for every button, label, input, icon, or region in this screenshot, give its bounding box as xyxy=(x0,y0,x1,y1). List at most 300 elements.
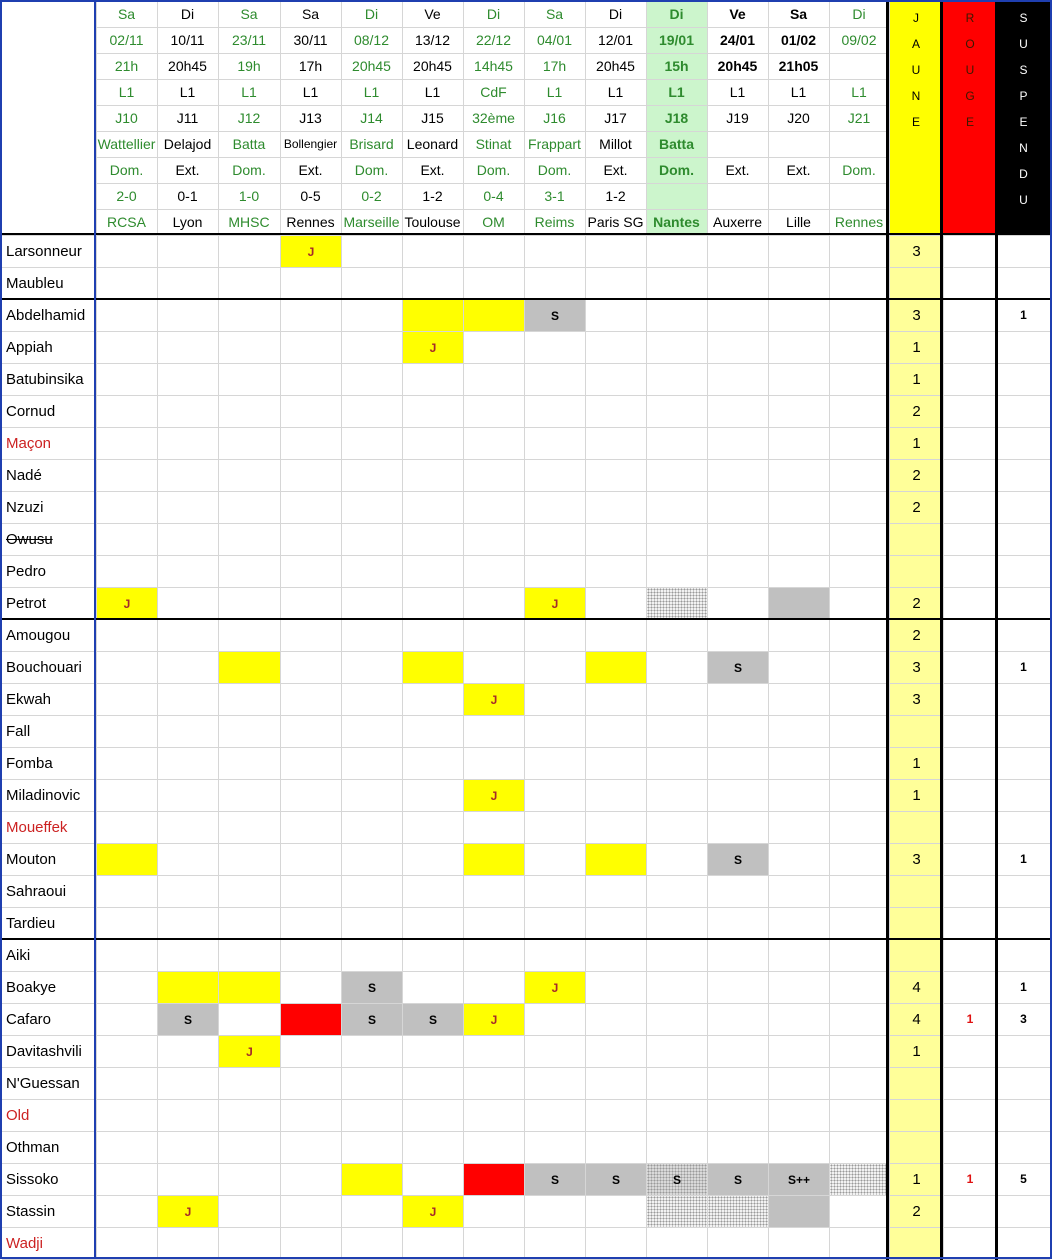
header-date-cell: 13/12 xyxy=(414,32,451,48)
player-name: Nzuzi xyxy=(6,498,44,516)
suspension-count xyxy=(997,939,1050,971)
yellow-card-count: 2 xyxy=(890,395,943,427)
suspension-count: 1 xyxy=(1020,980,1027,994)
header-venue-cell: Dom. xyxy=(646,157,707,183)
match-card-cell: S++ xyxy=(769,1164,829,1195)
header-referee-cell xyxy=(829,131,889,157)
header-score-cell xyxy=(646,183,707,209)
yellow-card-count xyxy=(890,1067,943,1099)
grid-line xyxy=(96,27,889,28)
suspension-count xyxy=(997,1195,1050,1227)
player-name: Davitashvili xyxy=(6,1042,82,1060)
player-name: Mouton xyxy=(6,850,57,868)
red-card-count xyxy=(943,1035,997,1067)
header-time-cell: 14h45 xyxy=(474,58,513,74)
group-separator xyxy=(0,298,1052,300)
suspension-count xyxy=(997,715,1050,747)
yellow-card-count xyxy=(890,939,943,971)
red-card-count xyxy=(943,1099,997,1131)
header-referee-cell: Batta xyxy=(646,131,707,157)
header-score-cell xyxy=(829,183,889,209)
match-card-cell xyxy=(342,1164,402,1195)
red-card-count xyxy=(943,523,997,555)
yellow-card-count: 2 xyxy=(890,491,943,523)
yellow-card-count: 2 xyxy=(890,587,943,619)
header-time-cell: 20h45 xyxy=(352,58,391,74)
suspended-total-header-letter: S xyxy=(1019,63,1028,77)
yellow-card-count: 1 xyxy=(890,1035,943,1067)
suspension-count xyxy=(997,619,1050,651)
yellow-card-count xyxy=(890,267,943,299)
header-venue-cell: Ext. xyxy=(175,162,200,178)
suspension-count xyxy=(997,1227,1050,1259)
red-card-count xyxy=(943,779,997,811)
red-total-header-letter: G xyxy=(965,89,975,103)
header-referee-cell: Millot xyxy=(599,136,632,152)
header-date-cell: 10/11 xyxy=(170,32,205,48)
header-date-cell: 12/01 xyxy=(597,32,634,48)
player-name: Othman xyxy=(6,1138,60,1156)
player-name: Maubleu xyxy=(6,274,64,292)
match-card-cell: J xyxy=(464,684,524,715)
red-card-count xyxy=(943,235,997,267)
red-total-header-letter: O xyxy=(965,37,975,51)
red-card-count xyxy=(943,971,997,1003)
match-card-cell: J xyxy=(281,236,341,267)
grid-line xyxy=(96,209,889,210)
match-card-cell: S xyxy=(342,1004,402,1035)
header-round-cell: J10 xyxy=(115,110,138,126)
header-comp-cell: L1 xyxy=(646,79,707,105)
player-name: Owusu xyxy=(6,530,53,548)
header-time-cell: 20h45 xyxy=(168,58,207,74)
header-opponent-cell: Rennes xyxy=(286,214,335,230)
suspension-count xyxy=(997,587,1050,619)
match-card-cell: J xyxy=(525,972,585,1003)
player-name: Tardieu xyxy=(6,914,56,932)
red-card-count xyxy=(943,939,997,971)
match-card-cell: J xyxy=(403,1196,463,1227)
suspension-count xyxy=(997,555,1050,587)
player-name: Pedro xyxy=(6,562,47,580)
header-referee-cell: Stinat xyxy=(475,136,512,152)
yellow-card-count xyxy=(890,1131,943,1163)
grid-line xyxy=(707,1,708,1259)
suspended-total-header-letter: E xyxy=(1019,115,1028,129)
grid-line xyxy=(96,53,889,54)
match-card-cell: S xyxy=(525,300,585,331)
header-day-cell: Di xyxy=(364,6,379,22)
header-date-cell: 23/11 xyxy=(232,32,266,48)
player-name: Fall xyxy=(6,722,31,740)
header-time-cell: 15h xyxy=(646,53,707,79)
player-name: Moueffek xyxy=(6,818,68,836)
grid-line xyxy=(943,235,944,1259)
grid-line xyxy=(2,523,1050,524)
grid-line xyxy=(2,555,1050,556)
header-venue-cell: Ext. xyxy=(725,162,750,178)
header-round-cell: 32ème xyxy=(472,110,515,126)
red-card-count xyxy=(943,843,997,875)
header-venue-cell: Dom. xyxy=(537,162,572,178)
match-card-cell: S xyxy=(158,1004,218,1035)
grid-line xyxy=(2,1003,1050,1004)
grid-line xyxy=(96,79,889,80)
grid-line xyxy=(96,131,889,132)
header-round-cell: J19 xyxy=(726,110,749,126)
header-date-cell: 02/11 xyxy=(109,32,144,48)
player-name: Miladinovic xyxy=(6,786,81,804)
header-comp-cell: L1 xyxy=(546,84,563,100)
red-card-count xyxy=(943,555,997,587)
grid-line xyxy=(96,157,889,158)
header-opponent-cell: Lyon xyxy=(172,214,203,230)
header-time-cell: 21h05 xyxy=(778,58,819,74)
grid-line xyxy=(2,427,1050,428)
header-date-cell: 08/12 xyxy=(353,32,390,48)
suspension-count: 1 xyxy=(1020,660,1027,674)
match-card-cell xyxy=(769,1196,829,1227)
yellow-card-count: 3 xyxy=(890,683,943,715)
red-card-count xyxy=(943,395,997,427)
header-score-cell: 0-5 xyxy=(300,188,321,204)
red-card-count xyxy=(943,651,997,683)
header-day-cell: Sa xyxy=(117,6,136,22)
grid-line xyxy=(2,779,1050,780)
header-date-cell: 22/12 xyxy=(475,32,512,48)
header-date-cell: 24/01 xyxy=(719,32,756,48)
header-day-cell: Di xyxy=(180,6,195,22)
grid-line xyxy=(96,183,889,184)
grid-line xyxy=(2,747,1050,748)
header-date-cell: 19/01 xyxy=(646,27,707,53)
red-card-count xyxy=(943,811,997,843)
yellow-card-count: 2 xyxy=(890,1195,943,1227)
grid-line xyxy=(2,971,1050,972)
grid-line xyxy=(2,715,1050,716)
yellow-card-count: 1 xyxy=(890,779,943,811)
suspension-count xyxy=(997,491,1050,523)
player-name: Fomba xyxy=(6,754,53,772)
match-card-cell xyxy=(647,588,707,619)
header-referee-cell: Brisard xyxy=(349,136,394,152)
red-total-header xyxy=(943,1,997,234)
grid-line xyxy=(2,1163,1050,1164)
yellow-card-count: 3 xyxy=(890,843,943,875)
grid-line xyxy=(2,1195,1050,1196)
header-date-cell: 30/11 xyxy=(293,32,328,48)
suspension-count xyxy=(997,875,1050,907)
yellow-card-count: 1 xyxy=(890,1163,943,1195)
grid-line xyxy=(463,1,464,1259)
header-score-cell: 0-1 xyxy=(177,188,198,204)
grid-line xyxy=(2,491,1050,492)
match-card-cell: S xyxy=(647,1164,707,1195)
grid-line xyxy=(96,105,889,106)
header-venue-cell: Dom. xyxy=(476,162,511,178)
header-referee-cell xyxy=(707,131,768,157)
grid-line xyxy=(2,651,1050,652)
red-total-header-letter: R xyxy=(965,11,975,25)
suspended-total-header-letter: N xyxy=(1019,141,1028,155)
match-card-cell xyxy=(586,652,646,683)
header-opponent-cell: Reims xyxy=(534,214,575,230)
suspension-count: 1 xyxy=(1020,308,1027,322)
player-name: Larsonneur xyxy=(6,242,82,260)
yellow-card-count xyxy=(890,555,943,587)
red-card-count xyxy=(943,331,997,363)
player-name: Sahraoui xyxy=(6,882,67,900)
header-comp-cell: L1 xyxy=(424,84,441,100)
header-comp-cell: L1 xyxy=(851,84,867,100)
match-card-cell xyxy=(403,300,463,331)
header-day-cell: Sa xyxy=(240,6,258,22)
header-round-cell: J15 xyxy=(421,110,444,126)
suspended-total-header-letter: U xyxy=(1019,193,1028,207)
match-card-cell xyxy=(158,972,218,1003)
match-card-cell xyxy=(830,1164,889,1195)
suspended-total-header-letter: D xyxy=(1019,167,1028,181)
yellow-card-count: 3 xyxy=(890,235,943,267)
player-name: Bouchouari xyxy=(6,658,82,676)
group-separator xyxy=(0,938,1052,940)
grid-line xyxy=(2,235,1050,236)
red-total-header-letter: U xyxy=(965,63,975,77)
suspended-total-header-letter: U xyxy=(1019,37,1028,51)
player-name: Amougou xyxy=(6,626,71,644)
header-venue-cell: Ext. xyxy=(298,162,323,178)
header-venue-cell: Dom. xyxy=(232,162,266,178)
red-card-count xyxy=(943,587,997,619)
grid-line xyxy=(2,683,1050,684)
grid-line xyxy=(768,1,769,1259)
player-name: Stassin xyxy=(6,1202,56,1220)
grid-line xyxy=(341,1,342,1259)
match-card-cell: S xyxy=(586,1164,646,1195)
header-round-cell: J21 xyxy=(847,110,871,126)
match-card-cell xyxy=(97,844,157,875)
header-score-cell xyxy=(768,183,829,209)
red-card-count xyxy=(943,875,997,907)
header-referee-cell: Leonard xyxy=(406,136,459,152)
header-opponent-cell: Nantes xyxy=(646,209,707,235)
suspension-count xyxy=(997,395,1050,427)
match-card-cell xyxy=(586,844,646,875)
suspension-count xyxy=(997,811,1050,843)
header-opponent-cell: MHSC xyxy=(228,214,270,230)
yellow-card-count xyxy=(890,875,943,907)
grid-line xyxy=(2,459,1050,460)
suspension-count xyxy=(997,331,1050,363)
match-card-cell: J xyxy=(464,780,524,811)
yellow-card-count: 1 xyxy=(890,363,943,395)
header-referee-cell: Wattellier xyxy=(97,136,156,152)
header-round-cell: J11 xyxy=(176,110,199,126)
yellow-card-count: 3 xyxy=(890,299,943,331)
grid-line xyxy=(2,907,1050,908)
separator-line xyxy=(940,1,943,1260)
red-card-count xyxy=(943,1195,997,1227)
grid-line xyxy=(218,1,219,1259)
match-card-cell: S xyxy=(403,1004,463,1035)
grid-line xyxy=(2,331,1050,332)
red-card-count xyxy=(943,491,997,523)
header-venue-cell: Ext. xyxy=(786,162,811,178)
suspended-total-header-letter: P xyxy=(1019,89,1028,103)
suspension-count xyxy=(997,459,1050,491)
match-card-cell xyxy=(219,972,280,1003)
red-card-count xyxy=(943,619,997,651)
header-comp-cell: L1 xyxy=(790,84,807,100)
header-day-cell: Di xyxy=(486,6,501,22)
header-date-cell: 01/02 xyxy=(780,32,817,48)
player-name: Abdelhamid xyxy=(6,306,86,324)
yellow-card-count: 2 xyxy=(890,459,943,491)
header-score-cell: 0-2 xyxy=(361,188,382,204)
header-round-cell: J12 xyxy=(237,110,261,126)
player-name: Old xyxy=(6,1106,30,1124)
suspended-total-header xyxy=(997,1,1050,234)
sheet-border xyxy=(0,0,2,1259)
header-opponent-cell: Marseille xyxy=(343,214,400,230)
grid-line xyxy=(2,843,1050,844)
match-card-cell xyxy=(281,1004,341,1035)
yellow-card-count: 4 xyxy=(890,1003,943,1035)
red-card-count xyxy=(943,267,997,299)
header-score-cell xyxy=(707,183,768,209)
red-card-count: 1 xyxy=(966,1012,974,1026)
yellow-card-count: 1 xyxy=(890,747,943,779)
sheet-border xyxy=(0,0,1052,2)
sheet-border xyxy=(94,0,96,1259)
grid-line xyxy=(2,811,1050,812)
separator-line xyxy=(0,233,1050,235)
header-opponent-cell: RCSA xyxy=(107,214,146,230)
player-name: Batubinsika xyxy=(6,370,84,388)
player-name: Wadji xyxy=(6,1234,43,1252)
match-card-cell: J xyxy=(97,588,157,619)
header-comp-cell: L1 xyxy=(179,84,196,100)
grid-line xyxy=(2,875,1050,876)
header-opponent-cell: Lille xyxy=(786,214,811,230)
red-card-count: 1 xyxy=(966,1172,974,1186)
yellow-card-count: 3 xyxy=(890,651,943,683)
header-comp-cell: L1 xyxy=(363,84,380,100)
header-score-cell: 1-0 xyxy=(238,188,260,204)
match-card-cell: J xyxy=(403,332,463,363)
header-round-cell: J13 xyxy=(299,110,322,126)
suspension-count xyxy=(997,267,1050,299)
header-comp-cell: L1 xyxy=(302,84,319,100)
player-name: Petrot xyxy=(6,594,47,612)
match-card-cell: S xyxy=(708,652,768,683)
grid-line xyxy=(2,1035,1050,1036)
header-round-cell: J14 xyxy=(360,110,383,126)
header-time-cell: 20h45 xyxy=(413,58,452,74)
header-referee-cell: Bollengier xyxy=(283,137,338,151)
header-date-cell: 09/02 xyxy=(841,32,877,48)
yellow-total-header-letter: U xyxy=(911,63,921,77)
header-round-cell: J20 xyxy=(787,110,810,126)
suspension-count: 5 xyxy=(1020,1172,1027,1186)
header-venue-cell: Ext. xyxy=(603,162,628,178)
header-opponent-cell: Rennes xyxy=(834,214,884,230)
header-comp-cell: L1 xyxy=(241,84,257,100)
red-card-count xyxy=(943,1131,997,1163)
suspension-count xyxy=(997,363,1050,395)
yellow-card-count: 4 xyxy=(890,971,943,1003)
red-card-count xyxy=(943,1227,997,1259)
suspension-count xyxy=(997,523,1050,555)
player-name: Appiah xyxy=(6,338,53,356)
match-card-cell: S xyxy=(708,844,768,875)
header-day-cell: Di xyxy=(852,6,866,22)
grid-line xyxy=(646,1,647,1259)
yellow-total-header-letter: N xyxy=(911,89,921,103)
header-round-cell: J16 xyxy=(543,110,566,126)
header-score-cell: 3-1 xyxy=(544,188,565,204)
grid-line xyxy=(96,1,97,1259)
grid-line xyxy=(2,395,1050,396)
player-name: Maçon xyxy=(6,434,52,452)
header-comp-cell: L1 xyxy=(607,84,624,100)
player-name: Cornud xyxy=(6,402,56,420)
red-card-count xyxy=(943,299,997,331)
yellow-total-header xyxy=(889,1,943,234)
header-day-cell: Sa xyxy=(545,6,564,22)
grid-line xyxy=(2,587,1050,588)
yellow-total-header-letter: J xyxy=(913,11,919,25)
header-time-cell: 17h xyxy=(298,58,323,74)
match-card-cell xyxy=(464,1164,524,1195)
yellow-card-count: 1 xyxy=(890,331,943,363)
header-opponent-cell: Toulouse xyxy=(404,214,461,230)
header-score-cell: 1-2 xyxy=(605,188,626,204)
header-day-cell: Ve xyxy=(729,6,746,22)
suspension-count xyxy=(997,427,1050,459)
header-comp-cell: CdF xyxy=(480,84,507,100)
header-opponent-cell: OM xyxy=(482,214,505,230)
yellow-total-header-letter: A xyxy=(911,37,920,51)
header-time-cell: 17h xyxy=(542,58,567,74)
header-time-cell: 20h45 xyxy=(596,58,635,74)
suspension-count xyxy=(997,1035,1050,1067)
header-comp-cell: L1 xyxy=(118,84,135,100)
player-name: Boakye xyxy=(6,978,57,996)
match-card-cell: S xyxy=(342,972,402,1003)
yellow-card-count xyxy=(890,715,943,747)
header-score-cell: 0-4 xyxy=(483,188,504,204)
red-card-count xyxy=(943,715,997,747)
match-card-cell xyxy=(219,652,280,683)
suspended-total-header-letter: S xyxy=(1019,11,1028,25)
grid-line xyxy=(157,1,158,1259)
match-card-cell: S xyxy=(525,1164,585,1195)
player-name: Cafaro xyxy=(6,1010,52,1028)
header-day-cell: Sa xyxy=(789,6,808,22)
suspension-count: 1 xyxy=(1020,852,1027,866)
header-round-cell: J17 xyxy=(604,110,627,126)
suspension-count xyxy=(997,747,1050,779)
header-round-cell: J18 xyxy=(646,105,707,131)
grid-line xyxy=(2,267,1050,268)
grid-line xyxy=(829,1,830,1259)
header-opponent-cell: Paris SG xyxy=(587,214,644,230)
header-venue-cell: Dom. xyxy=(109,162,144,178)
header-score-cell: 2-0 xyxy=(116,188,137,204)
player-name: Aiki xyxy=(6,946,31,964)
header-referee-cell: Batta xyxy=(232,136,266,152)
